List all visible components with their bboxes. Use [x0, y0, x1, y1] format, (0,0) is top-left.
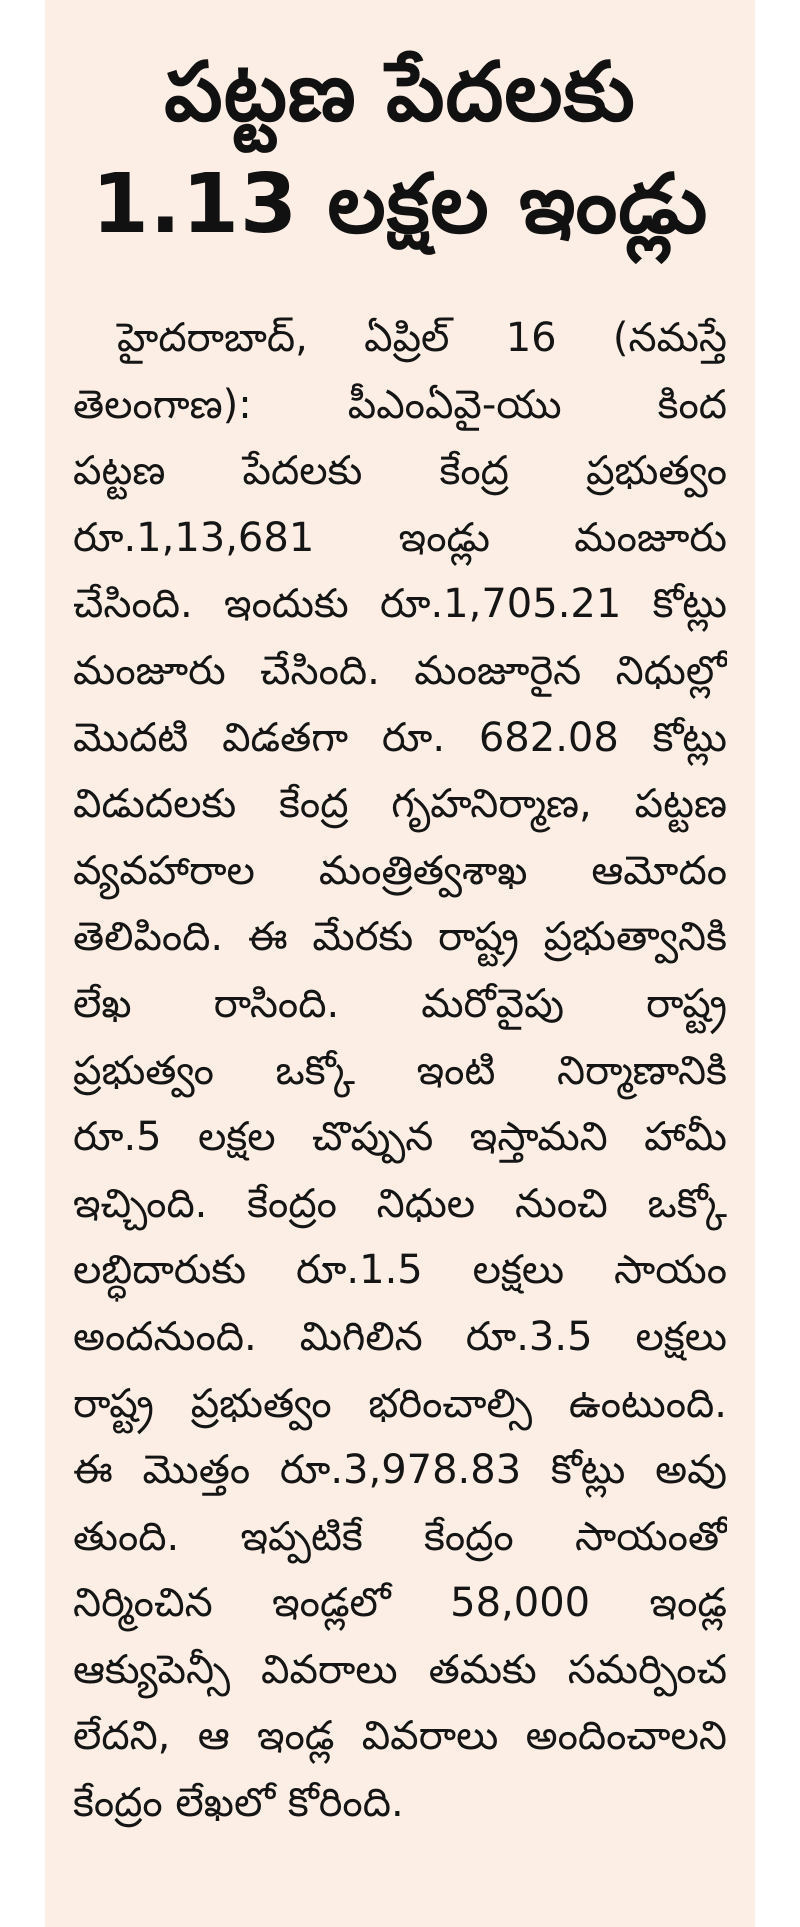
body-line: తెలిపింది. ఈ మేరకు రాష్ట్ర ప్రభుత్వానికి	[73, 914, 727, 961]
body-line: అందనుంది. మిగిలిన రూ.3.5 లక్షలు	[73, 1313, 727, 1360]
body-line: పట్టణ పేదలకు కేంద్ర ప్రభుత్వం	[73, 448, 727, 495]
headline-line-2: 1.13 లక్షల ఇండ్లు	[91, 157, 709, 252]
body-line: నిర్మించిన ఇండ్లలో 58,000 ఇండ్ల	[73, 1580, 727, 1627]
body-line: ఇచ్చింది. కేంద్రం నిధుల నుంచి ఒక్కో	[73, 1180, 727, 1227]
body-line: హైదరాబాద్, ఏప్రిల్ 16 (నమస్తే	[117, 315, 727, 361]
body-line: తుంది. ఇప్పటికే కేంద్రం సాయంతో	[73, 1513, 727, 1560]
body-line: రూ.5 లక్షల చొప్పున ఇస్తామని హామీ	[73, 1114, 727, 1161]
body-line: చేసింది. ఇందుకు రూ.1,705.21 కోట్లు	[73, 581, 727, 628]
body-line: మంజూరు చేసింది. మంజూరైన నిధుల్లో	[73, 647, 727, 694]
body-line: లబ్ధిదారుకు రూ.1.5 లక్షలు సాయం	[73, 1247, 727, 1294]
body-line: విడుదలకు కేంద్ర గృహనిర్మాణ, పట్టణ	[73, 781, 727, 828]
body-line: రాష్ట్ర ప్రభుత్వం భరించాల్సి ఉంటుంది.	[73, 1380, 727, 1427]
body-line: మొదటి విడతగా రూ. 682.08 కోట్లు	[73, 714, 727, 761]
article-body	[73, 305, 727, 1837]
newspaper-clipping	[45, 0, 755, 1927]
body-line: రూ.1,13,681 ఇండ్లు మంజూరు	[73, 514, 727, 561]
body-line: ఆక్యుపెన్సీ వివరాలు తమకు సమర్పించ	[73, 1646, 727, 1693]
body-line: కేంద్రం లేఖలో కోరింది.	[73, 1780, 404, 1827]
body-line: లేఖ రాసింది. మరోవైపు రాష్ట్ర	[73, 980, 727, 1027]
body-line: వ్యవహారాల మంత్రిత్వశాఖ ఆమోదం	[73, 847, 727, 894]
body-line: ప్రభుత్వం ఒక్కో ఇంటి నిర్మాణానికి	[73, 1047, 727, 1094]
headline-line-1: పట్టణ పేదలకు	[164, 45, 636, 140]
body-line: తెలంగాణ): పీఎంఏవై-యు కింద	[73, 381, 727, 428]
body-line: లేదని, ఆ ఇండ్ల వివరాలు అందించాలని	[73, 1713, 727, 1760]
body-line: ఈ మొత్తం రూ.3,978.83 కోట్లు అవు	[73, 1447, 727, 1494]
